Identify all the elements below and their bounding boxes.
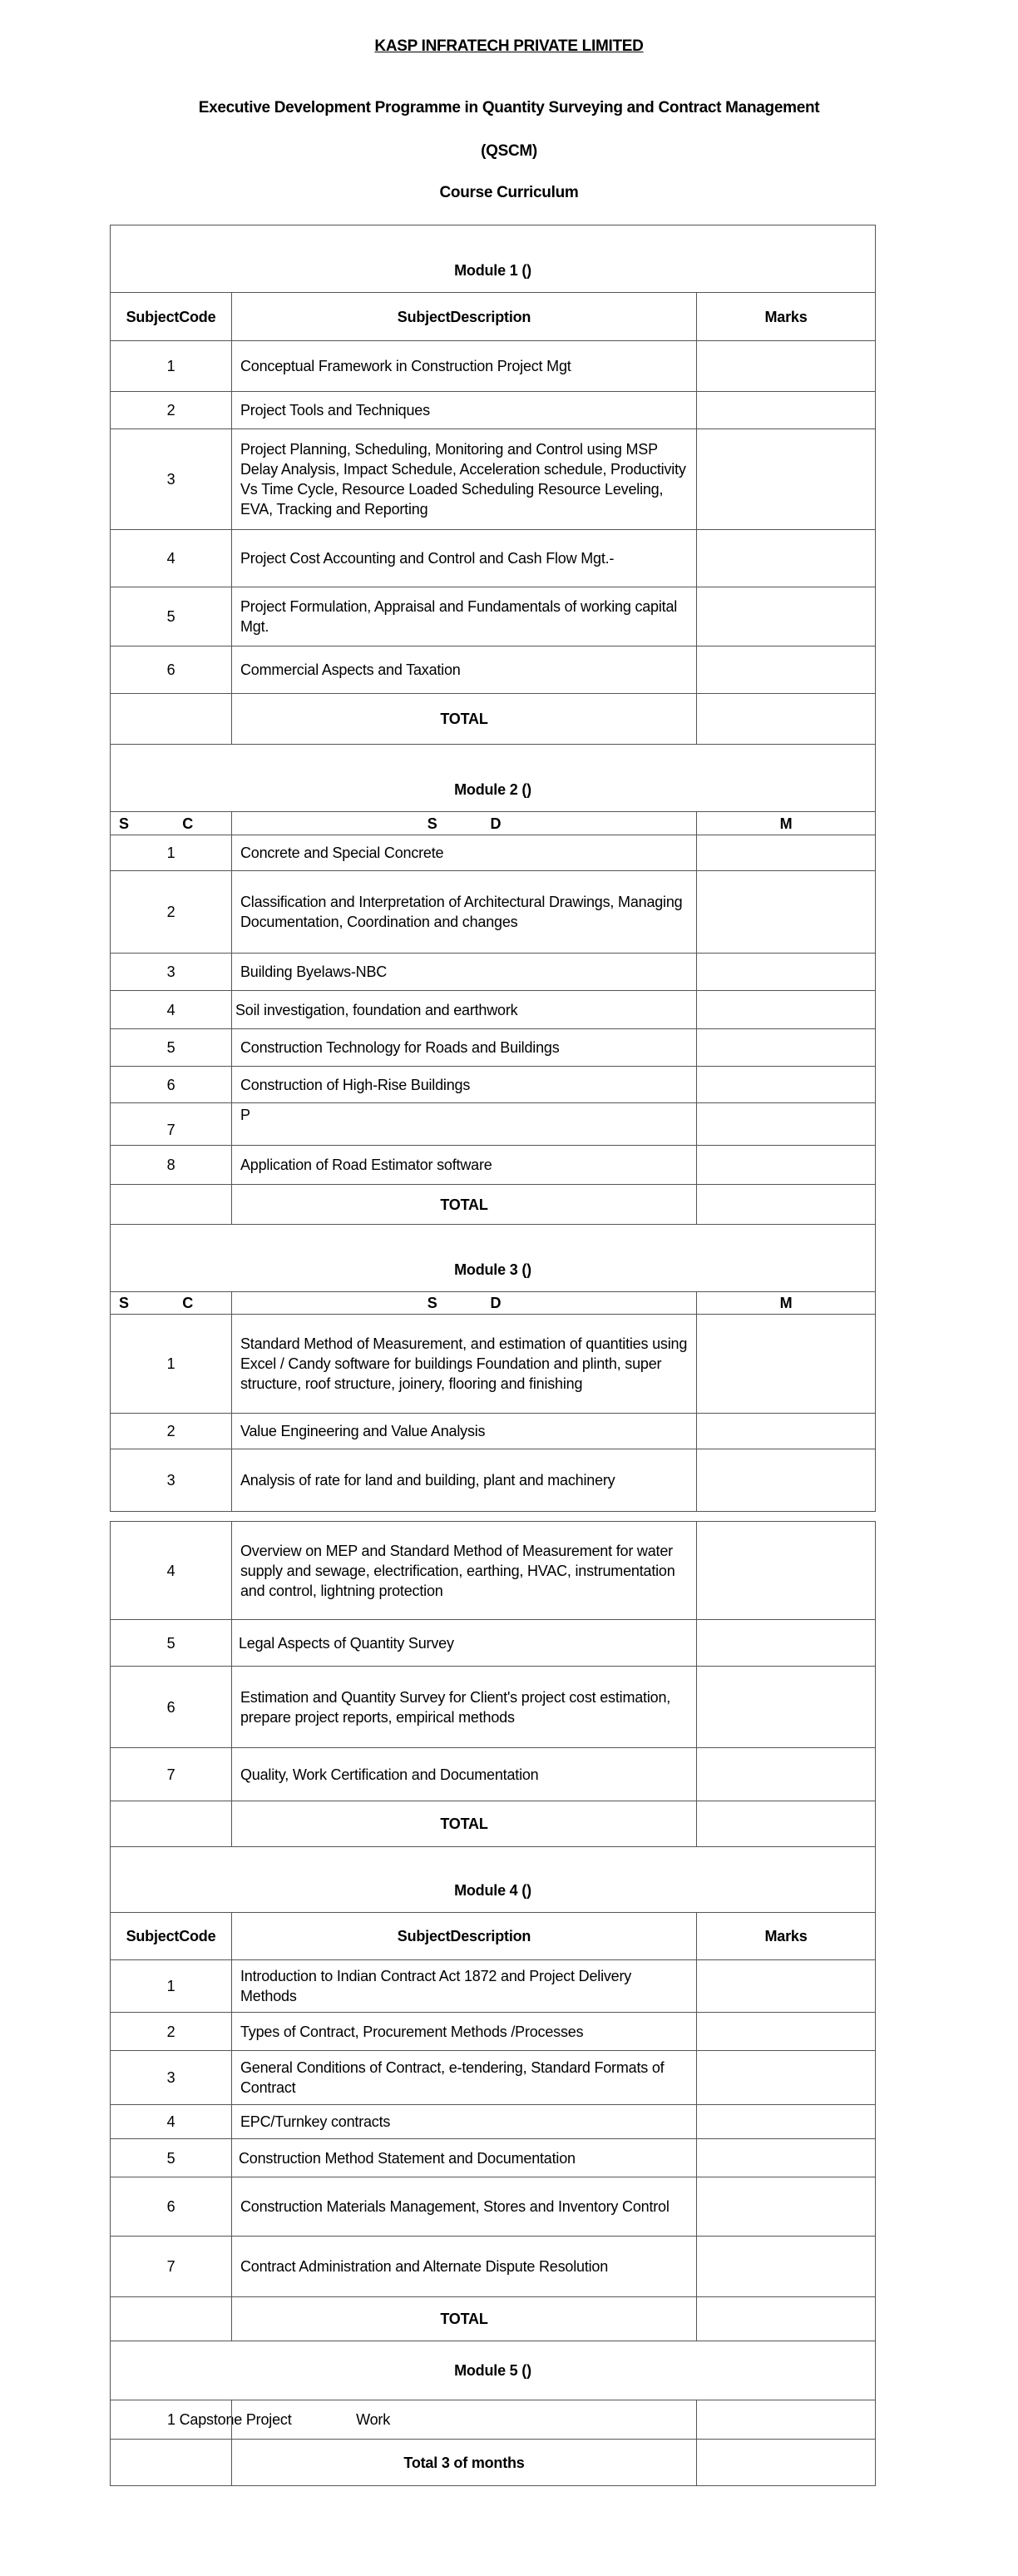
header-fragment: C <box>182 1295 193 1311</box>
grand-total-row <box>111 2440 876 2486</box>
total-row <box>111 2297 876 2341</box>
module-4-heading-row <box>111 1847 876 1913</box>
subject-code: 2 <box>111 871 232 954</box>
subject-code: 5 <box>111 587 232 646</box>
marks-cell <box>697 1960 876 2013</box>
marks-cell <box>697 991 876 1029</box>
table-row <box>111 2177 876 2237</box>
column-header-row-truncated <box>111 812 876 835</box>
table-row <box>111 646 876 694</box>
subject-description: Quality, Work Certification and Documentation <box>232 1748 697 1801</box>
subject-description: Construction Materials Management, Stores and Inventory Control <box>232 2177 697 2237</box>
module-title: Module 5 () <box>111 2341 876 2400</box>
header-fragment: C <box>182 815 193 832</box>
subject-code: 6 <box>111 646 232 694</box>
subject-code: 7 <box>111 1748 232 1801</box>
table-row <box>111 2139 876 2177</box>
table-row <box>111 1146 876 1185</box>
table-row <box>111 954 876 991</box>
subject-code: 6 <box>111 2177 232 2237</box>
subject-description: Introduction to Indian Contract Act 1872 and Project Delivery Methods <box>232 1960 697 2013</box>
total-marks-cell <box>697 2297 876 2341</box>
header-fragment: S <box>427 1295 437 1311</box>
capstone-row <box>111 2400 876 2440</box>
subject-description: Classification and Interpretation of Architectural Drawings, Managing Documentation, Coordination and changes <box>232 871 697 954</box>
module-title: Module 4 () <box>111 1847 876 1913</box>
marks-cell <box>697 2177 876 2237</box>
column-header-row <box>111 293 876 341</box>
subject-description: Project Tools and Techniques <box>232 392 697 429</box>
table-row <box>111 1960 876 2013</box>
company-name: KASP INFRATECH PRIVATE LIMITED <box>374 37 644 55</box>
subject-code: 1 <box>111 835 232 871</box>
subject-description: Commercial Aspects and Taxation <box>232 646 697 694</box>
subject-description: Building Byelaws-NBC <box>232 954 697 991</box>
module-title: Module 2 () <box>111 745 876 812</box>
module-3-heading-row <box>111 1225 876 1292</box>
subject-code: 1 <box>111 341 232 392</box>
table-row <box>111 1315 876 1414</box>
header-marks: M <box>697 1292 876 1315</box>
marks-cell <box>697 429 876 530</box>
marks-cell <box>697 954 876 991</box>
total-marks-cell <box>697 2440 876 2486</box>
column-header-row-truncated <box>111 1292 876 1315</box>
course-curriculum-heading: Course Curriculum <box>439 184 579 201</box>
table-row <box>111 835 876 871</box>
grand-total-label: Total 3 of months <box>232 2440 697 2486</box>
table-row <box>111 2237 876 2297</box>
marks-cell <box>697 2139 876 2177</box>
subject-code: 5 <box>111 1029 232 1067</box>
table-row <box>111 1522 876 1620</box>
subject-description: Conceptual Framework in Construction Project Mgt <box>232 341 697 392</box>
marks-cell <box>697 392 876 429</box>
empty-cell <box>111 1185 232 1225</box>
subject-description: Legal Aspects of Quantity Survey <box>232 1620 697 1667</box>
total-label: TOTAL <box>232 1185 697 1225</box>
subject-description: Contract Administration and Alternate Dispute Resolution <box>232 2237 697 2297</box>
programme-title: Executive Development Programme in Quantity Surveying and Contract Management <box>198 99 820 116</box>
subject-code: 4 <box>111 1522 232 1620</box>
column-divider <box>231 2400 232 2439</box>
total-row <box>111 694 876 745</box>
marks-cell <box>697 2400 876 2440</box>
header-subject-description <box>232 1292 697 1315</box>
total-marks-cell <box>697 1185 876 1225</box>
marks-cell <box>697 1522 876 1620</box>
table-row <box>111 2013 876 2051</box>
total-row <box>111 1801 876 1847</box>
table-row <box>111 392 876 429</box>
marks-cell <box>697 1029 876 1067</box>
marks-cell <box>697 2051 876 2105</box>
table-row <box>111 1067 876 1103</box>
curriculum-table <box>110 225 876 1512</box>
subject-description: Value Engineering and Value Analysis <box>232 1414 697 1449</box>
subject-code: 7 <box>111 1103 232 1146</box>
table-row <box>111 1667 876 1748</box>
table-row <box>111 429 876 530</box>
subject-code: 4 <box>111 991 232 1029</box>
subject-description: Standard Method of Measurement, and estimation of quantities using Excel / Candy software for buildings Foundation and plinth, super structure, roof structure, joinery, flooring and finishing <box>232 1315 697 1414</box>
subject-description: Analysis of rate for land and building, plant and machinery <box>232 1449 697 1512</box>
table-row <box>111 341 876 392</box>
subject-code: 5 <box>111 2139 232 2177</box>
subject-description: Soil investigation, foundation and earthwork <box>232 991 697 1029</box>
subject-description: Construction of High-Rise Buildings <box>232 1067 697 1103</box>
header-marks: Marks <box>697 293 876 341</box>
header-subject-code: SubjectCode <box>111 1913 232 1960</box>
subject-description: Project Cost Accounting and Control and Cash Flow Mgt.- <box>232 530 697 587</box>
table-row <box>111 1620 876 1667</box>
header-subject-description <box>232 812 697 835</box>
header-fragment: S <box>119 1295 129 1311</box>
total-marks-cell <box>697 1801 876 1847</box>
total-label: TOTAL <box>232 694 697 745</box>
subject-description: Concrete and Special Concrete <box>232 835 697 871</box>
header-marks: M <box>697 812 876 835</box>
subject-description: Overview on MEP and Standard Method of Measurement for water supply and sewage, electrification, earthing, HVAC, instrumentation and control, lightning protection <box>232 1522 697 1620</box>
curriculum-table-continued <box>110 1521 876 2486</box>
subject-code: 7 <box>111 2237 232 2297</box>
module-5-heading-row <box>111 2341 876 2400</box>
programme-abbreviation: (QSCM) <box>481 142 537 160</box>
subject-code: 1 <box>111 1315 232 1414</box>
subject-code: 3 <box>111 2051 232 2105</box>
marks-cell <box>697 1315 876 1414</box>
marks-cell <box>697 1620 876 1667</box>
total-label: TOTAL <box>232 2297 697 2341</box>
marks-cell <box>697 1449 876 1512</box>
total-label: TOTAL <box>232 1801 697 1847</box>
marks-cell <box>697 871 876 954</box>
subject-description: Project Formulation, Appraisal and Fundamentals of working capital Mgt. <box>232 587 697 646</box>
total-row <box>111 1185 876 1225</box>
subject-description: Capstone Project <box>179 2411 292 2428</box>
subject-description: Estimation and Quantity Survey for Client's project cost estimation, prepare project reports, empirical methods <box>232 1667 697 1748</box>
capstone-cell <box>111 2400 697 2440</box>
capstone-extra: Work <box>356 2411 391 2428</box>
header-subject-code <box>111 1292 232 1315</box>
marks-cell <box>697 646 876 694</box>
empty-cell <box>111 1801 232 1847</box>
module-2-heading-row <box>111 745 876 812</box>
marks-cell <box>697 1146 876 1185</box>
module-1-heading-row <box>111 225 876 293</box>
marks-cell <box>697 587 876 646</box>
subject-code: 4 <box>111 2105 232 2139</box>
header-fragment: D <box>490 815 502 832</box>
subject-code: 6 <box>111 1667 232 1748</box>
header-subject-description: SubjectDescription <box>232 1913 697 1960</box>
table-row <box>111 1748 876 1801</box>
subject-description: EPC/Turnkey contracts <box>232 2105 697 2139</box>
subject-description: Project Planning, Scheduling, Monitoring and Control using MSP Delay Analysis, Impact Schedule, Acceleration schedule, Productivity Vs Time Cycle, Resource Loaded Scheduling Resource Leveling, EVA, Tracking and Reporting <box>232 429 697 530</box>
subject-code: 2 <box>111 392 232 429</box>
header-subject-code: SubjectCode <box>111 293 232 341</box>
subject-code: 6 <box>111 1067 232 1103</box>
table-row <box>111 991 876 1029</box>
table-row <box>111 1449 876 1512</box>
header-fragment: S <box>119 815 129 832</box>
subject-code: 1 <box>111 1960 232 2013</box>
subject-code: 3 <box>111 429 232 530</box>
header-fragment: D <box>490 1295 502 1311</box>
table-row <box>111 871 876 954</box>
marks-cell <box>697 1067 876 1103</box>
empty-cell <box>111 2440 232 2486</box>
header-marks: Marks <box>697 1913 876 1960</box>
header-subject-code <box>111 812 232 835</box>
subject-description: Construction Technology for Roads and Buildings <box>232 1029 697 1067</box>
marks-cell <box>697 1667 876 1748</box>
empty-cell <box>111 694 232 745</box>
marks-cell <box>697 835 876 871</box>
total-marks-cell <box>697 694 876 745</box>
subject-description: Types of Contract, Procurement Methods /Processes <box>232 2013 697 2051</box>
table-row <box>111 530 876 587</box>
marks-cell <box>697 2105 876 2139</box>
marks-cell <box>697 1414 876 1449</box>
marks-cell <box>697 530 876 587</box>
table-row <box>111 2051 876 2105</box>
header-subject-description: SubjectDescription <box>232 293 697 341</box>
subject-description: General Conditions of Contract, e-tendering, Standard Formats of Contract <box>232 2051 697 2105</box>
header-fragment: S <box>427 815 437 832</box>
table-row <box>111 587 876 646</box>
marks-cell <box>697 1103 876 1146</box>
table-row <box>111 1414 876 1449</box>
subject-code: 2 <box>111 1414 232 1449</box>
marks-cell <box>697 1748 876 1801</box>
marks-cell <box>697 2237 876 2297</box>
module-title: Module 3 () <box>111 1225 876 1292</box>
table-row <box>111 1029 876 1067</box>
subject-code: 1 <box>167 2411 175 2428</box>
subject-code: 4 <box>111 530 232 587</box>
subject-code: 8 <box>111 1146 232 1185</box>
module-title: Module 1 () <box>111 225 876 293</box>
table-row <box>111 2105 876 2139</box>
subject-code: 3 <box>111 954 232 991</box>
subject-description: Application of Road Estimator software <box>232 1146 697 1185</box>
subject-description: P <box>232 1103 697 1146</box>
empty-cell <box>111 2297 232 2341</box>
subject-description: Construction Method Statement and Documentation <box>232 2139 697 2177</box>
table-row <box>111 1103 876 1146</box>
subject-code: 5 <box>111 1620 232 1667</box>
marks-cell <box>697 2013 876 2051</box>
marks-cell <box>697 341 876 392</box>
column-header-row <box>111 1913 876 1960</box>
subject-code: 3 <box>111 1449 232 1512</box>
subject-code: 2 <box>111 2013 232 2051</box>
